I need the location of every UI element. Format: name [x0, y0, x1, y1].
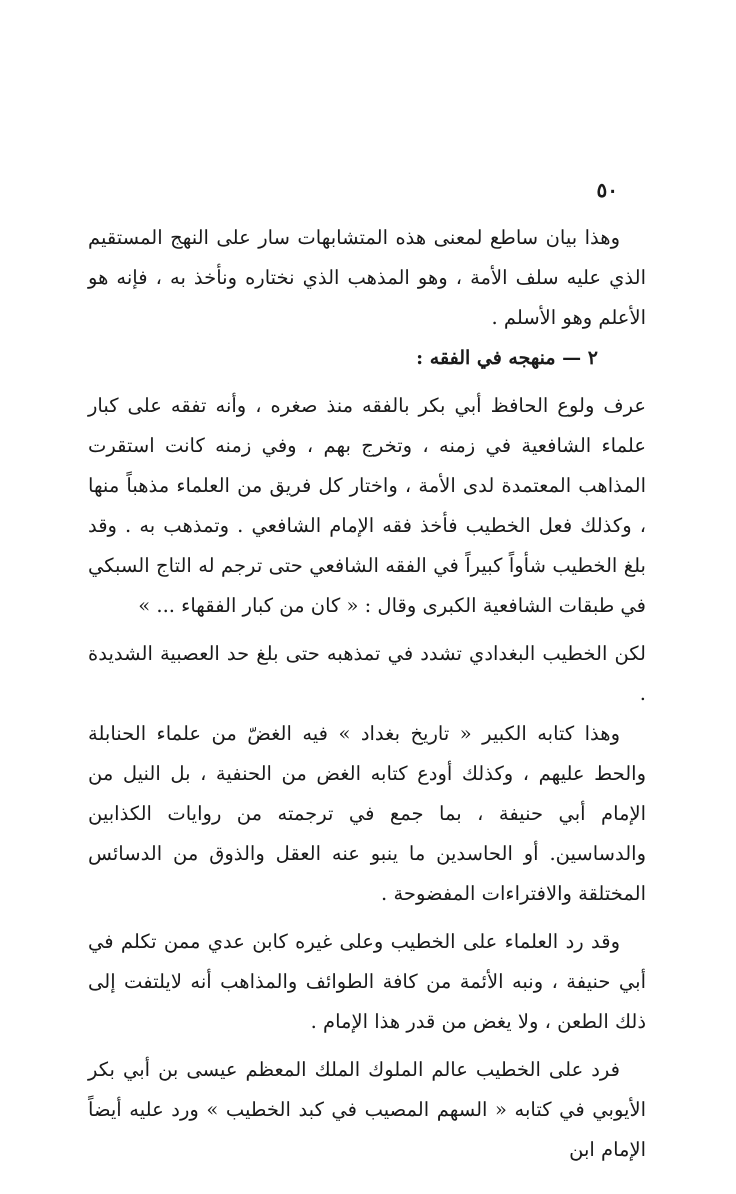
body-text [88, 218, 646, 1170]
section-heading-fiqh: ٢ — منهجه في الفقه : [416, 347, 598, 369]
page-number: ٥٠ [596, 178, 618, 202]
paragraph-tarikh-baghdad: وهذا كتابه الكبير « تاريخ بغداد » فيه الغضّ من علماء الحنابلة والحط عليهم ، وكذلك أودع كتابه الغض من الحنفية ، بل النيل من الإمام أبي حنيفة ، بما جمع في ترجمته من روايات الكذابين والدساسين. أو الحاسدين ما ينبو عنه العقل والذوق من الدسائس المختلقة والافتراءات المفضوحة . [88, 722, 646, 905]
paragraph-conclusion: وهذا بيان ساطع لمعنى هذه المتشابهات سار على النهج المستقيم الذي عليه سلف الأمة ، وهو المذهب الذي نختاره ونأخذ به ، فإنه هو الأعلم وهو الأسلم . [88, 226, 646, 329]
paragraph-fiqh-method: عرف ولوع الحافظ أبي بكر بالفقه منذ صغره ، وأنه تفقه على كبار علماء الشافعية في زمنه ، وتخرج بهم ، وفي زمنه كانت استقرت المذاهب المعتمدة لدى الأمة ، واختار كل فريق من العلماء مذهباً منها ، وكذلك فعل الخطيب فأخذ فقه الإمام الشافعي . وتمذهب به . وقد بلغ الخطيب شأواً كبيراً في الفقه الشافعي حتى ترجم له التاج السبكي في طبقات الشافعية الكبرى وقال : « كان من كبار الفقهاء ... » [88, 394, 646, 617]
paragraph-al-muazzam: فرد على الخطيب عالم الملوك الملك المعظم عيسى بن أبي بكر الأيوبي في كتابه « السهم المصيب في كبد الخطيب » ورد عليه أيضاً الإمام ابن [88, 1058, 646, 1161]
paragraph-strict-madhhab: لكن الخطيب البغدادي تشدد في تمذهبه حتى بلغ حد العصبية الشديدة . [88, 642, 646, 705]
paragraph-scholars-response: وقد رد العلماء على الخطيب وعلى غيره كابن عدي ممن تكلم في أبي حنيفة ، ونبه الأئمة من كافة الطوائف والمذاهب أنه لايلتفت إلى ذلك الطعن ، ولا يغض من قدر هذا الإمام . [88, 930, 646, 1033]
